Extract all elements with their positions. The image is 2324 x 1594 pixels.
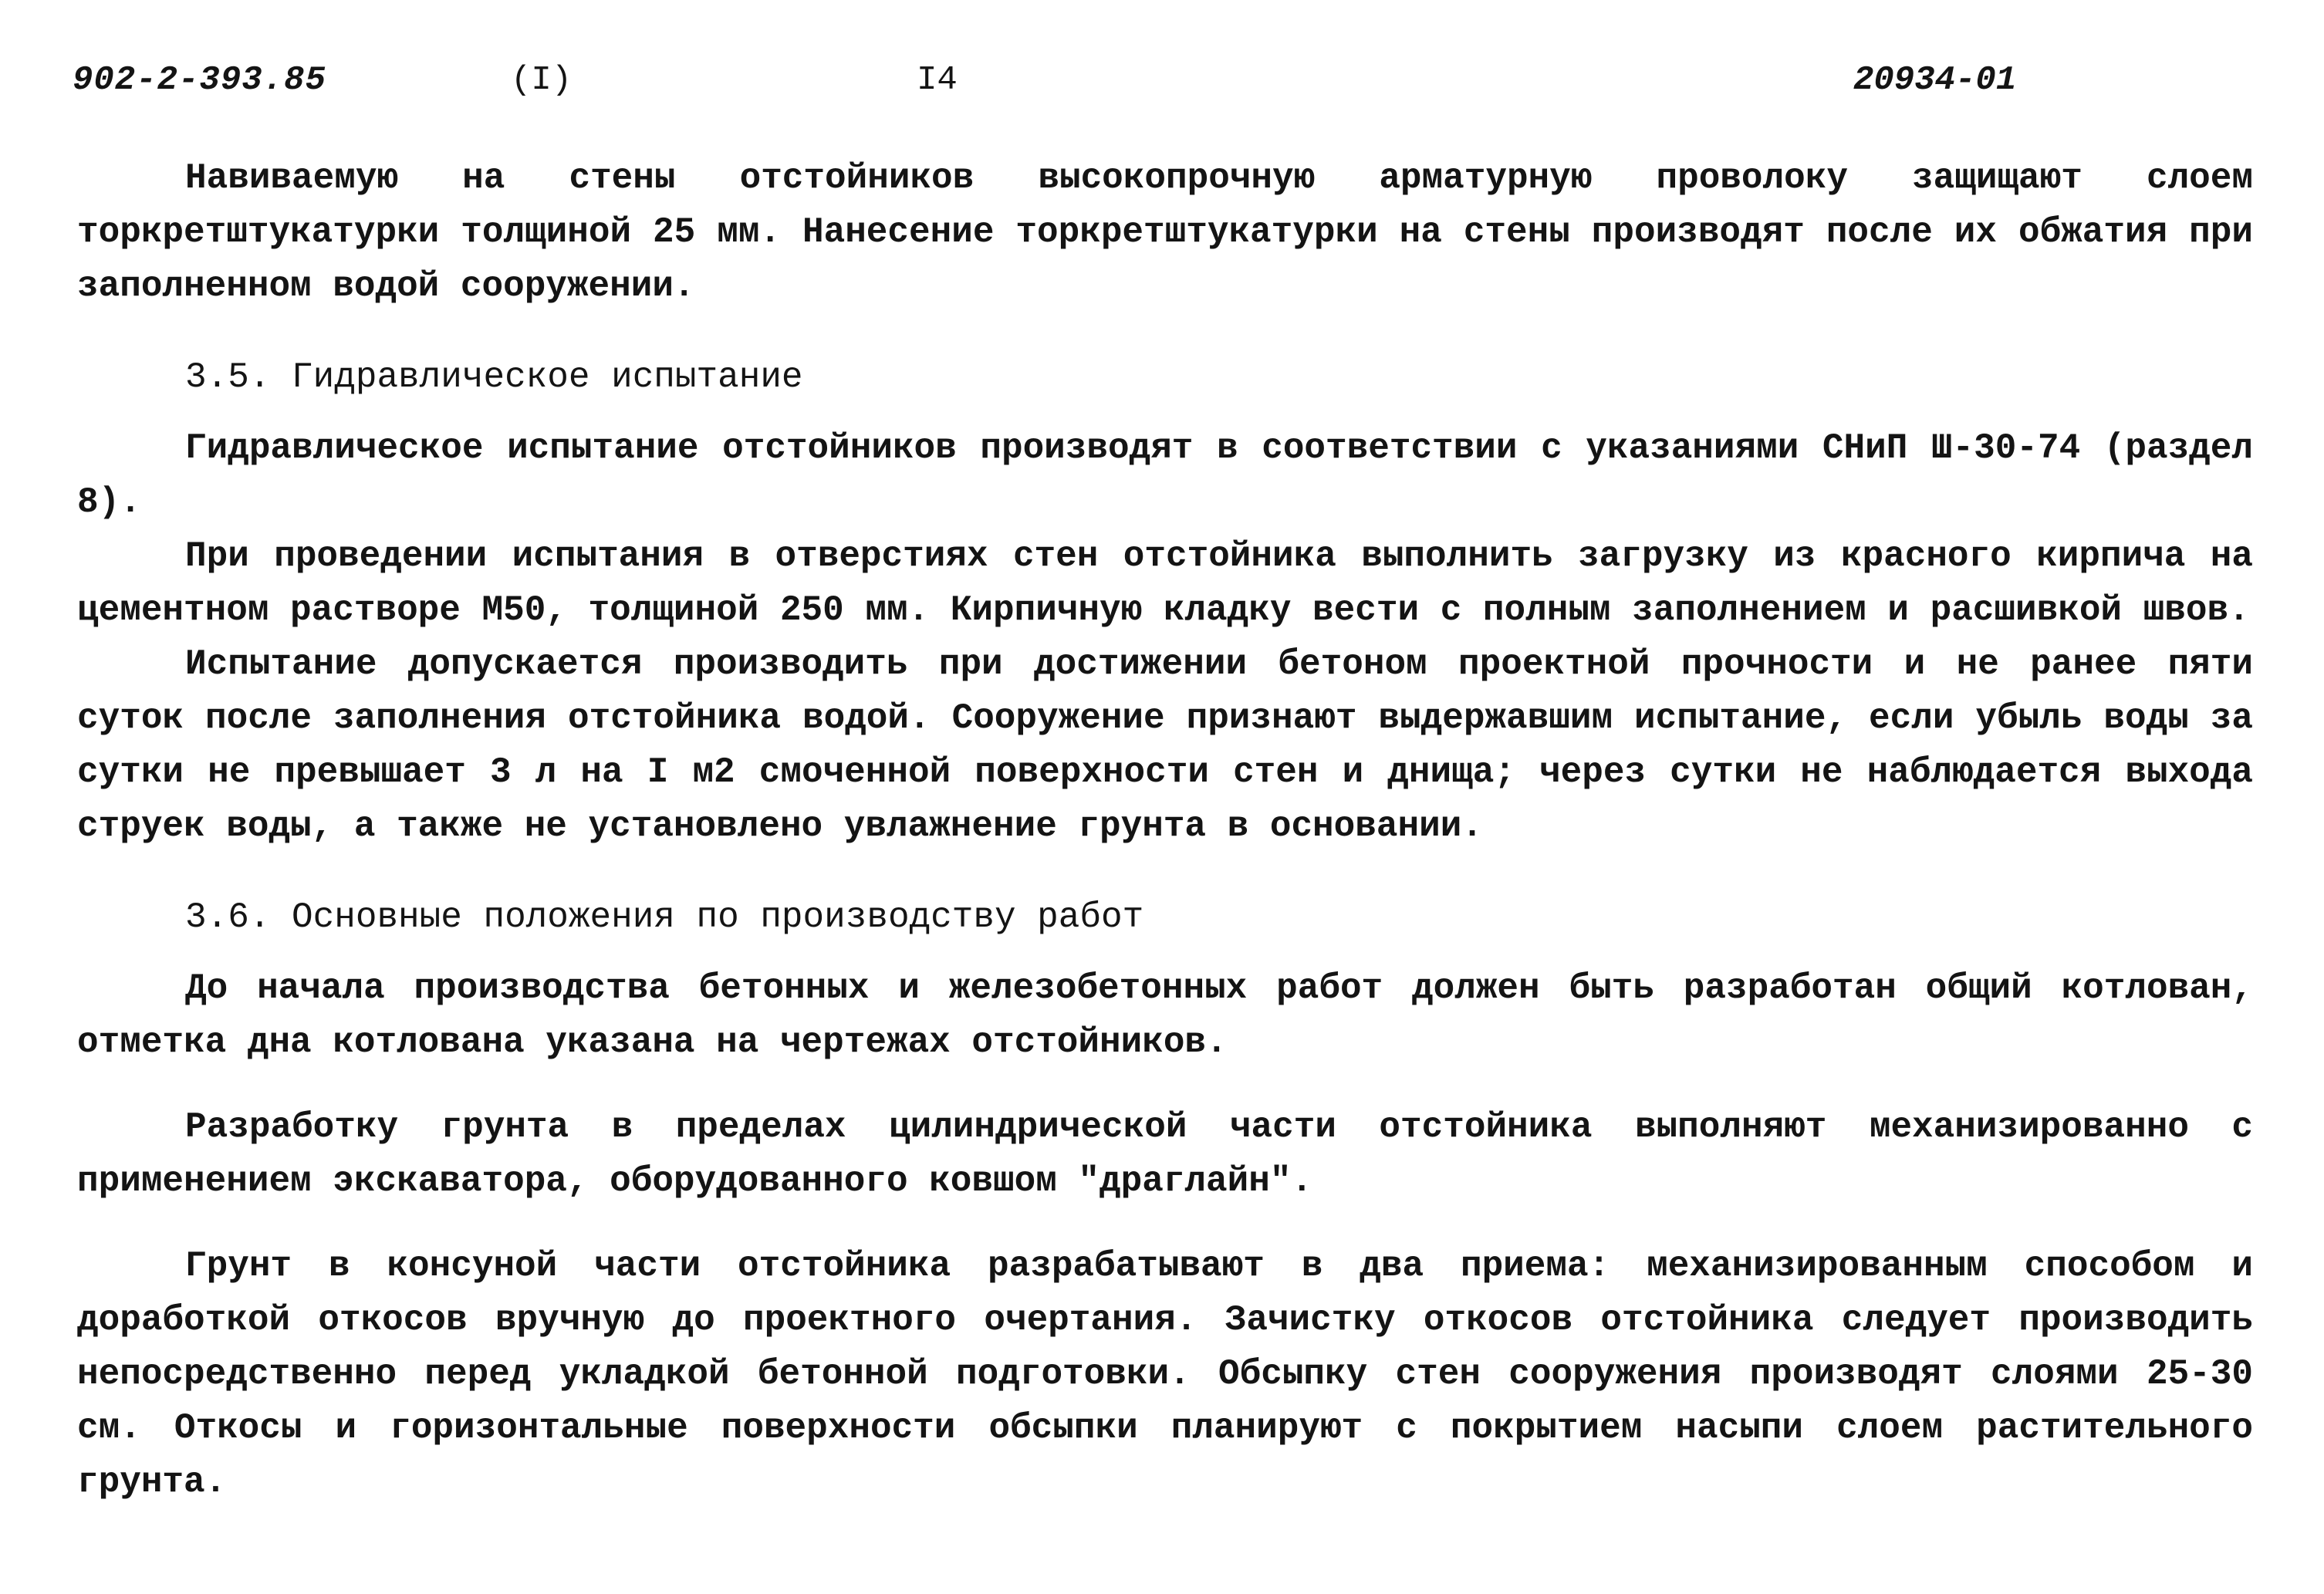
paragraph-hydraulic-test: Гидравлическое испытание отстойников производят в соответствии с указаниями СНиП Ш-30-74 (раздел 8). [77, 428, 2253, 522]
paragraph-soil-development: Разработку грунта в пределах цилиндрической части отстойника выполняют механизированно с применением экскаватора, оборудованного ковшом "драглайн". [77, 1107, 2253, 1201]
paragraph-test-conditions: Испытание допускается производить при достижении бетоном проектной прочности и не ранее пяти суток после заполнения отстойника водой. Сооружение признают выдержавшим испытание, если убыль воды за сутки не превышает 3 л на I м2 смоченной поверхности стен и днища; через сутки не наблюдается выхода струек воды, а также не установлено увлажнение грунта в основании. [77, 644, 2253, 846]
paragraph-conical-part: Грунт в консуной части отстойника разрабатывают в два приема: механизированным способом и доработкой откосов вручную до проектного очертания. Зачистку откосов отстойника следует производить непосредственно перед укладкой бетонной подготовки. Обсыпку стен сооружения производят слоями 25-30 см. Откосы и горизонтальные поверхности обсыпки планируют с покрытием насыпи слоем растительного грунта. [77, 1246, 2253, 1502]
document-code: 902-2-393.85 [73, 61, 326, 100]
paragraph-brick-loading: При проведении испытания в отверстиях стен отстойника выполнить загрузку из красного кирпича на цементном растворе М50, толщиной 250 мм. Кирпичную кладку вести с полным заполнением и расшивкой швов. [77, 536, 2253, 630]
page-number: I4 [917, 61, 958, 100]
part-number: (I) [511, 61, 573, 100]
document-body [77, 151, 2253, 1509]
paragraph-reinforcement-protection: Навиваемую на стены отстойников высокопрочную арматурную проволоку защищают слоем торкретштукатурки толщиной 25 мм. Нанесение торкретштукатурки на стены производят после их обжатия при заполненном водой сооружении. [77, 158, 2253, 306]
section-heading-3-6: 3.6. Основные положения по производству работ [185, 897, 1144, 937]
paragraph-excavation-pit: До начала производства бетонных и железобетонных работ должен быть разработан общий котлован, отметка дна котлована указана на чертежах отстойников. [77, 968, 2253, 1062]
archive-number: 20934-01 [1853, 61, 2017, 100]
section-heading-3-5: 3.5. Гидравлическое испытание [185, 357, 803, 397]
